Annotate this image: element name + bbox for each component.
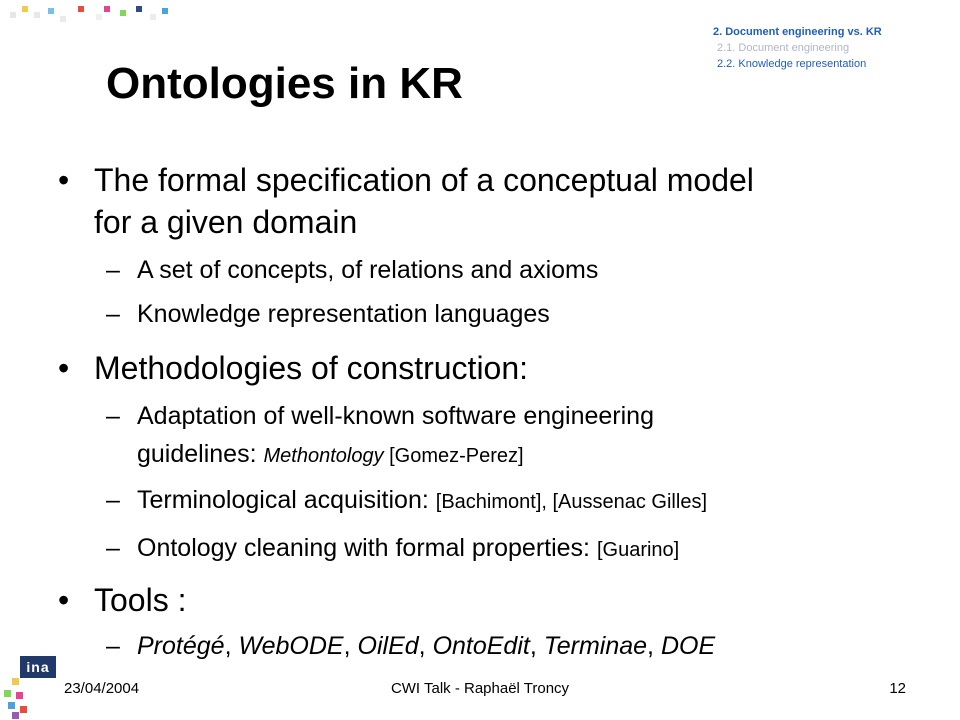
slide-title: Ontologies in KR	[106, 59, 463, 108]
square-icon	[162, 8, 168, 14]
square-icon	[78, 6, 84, 12]
tool-separator: ,	[343, 632, 358, 660]
tools-list	[137, 628, 715, 664]
page-number: 12	[889, 680, 906, 697]
terminological-label: Terminological acquisition:	[137, 486, 436, 514]
square-icon	[22, 6, 28, 12]
tool-item: DOE	[660, 632, 716, 660]
bullet-1-text-b: for a given domain	[94, 204, 358, 240]
bullet-dot-icon: •	[58, 350, 70, 386]
footer-title: CWI Talk - Raphaël Troncy	[390, 680, 570, 697]
dash-icon: –	[106, 632, 120, 660]
square-icon	[60, 16, 66, 22]
dash-icon: –	[106, 256, 120, 284]
methontology-label: Methontology	[263, 445, 384, 467]
ontology-cleaning-label: Ontology cleaning with formal properties:	[137, 534, 597, 562]
tool-item: Protégé	[137, 632, 225, 660]
nav-sub-2: 2.2. Knowledge representation	[717, 58, 867, 70]
square-icon	[20, 706, 27, 713]
tool-item: OntoEdit	[432, 632, 530, 660]
tool-item: WebODE	[238, 632, 344, 660]
nav-current	[713, 24, 882, 40]
decorative-squares	[0, 0, 200, 30]
ina-logo-mark: ina	[20, 656, 56, 678]
bullet-2-sub-1-text-a: Adaptation of well-known software engineering	[137, 402, 654, 430]
square-icon	[96, 14, 102, 20]
tool-separator: ,	[647, 632, 661, 660]
guidelines-label: guidelines:	[137, 440, 264, 468]
nav-current-label: 2. Document engineering vs. KR	[713, 26, 882, 38]
dash-icon: –	[106, 300, 120, 328]
bullet-2-sub-3-text	[137, 530, 679, 568]
section-navigation	[713, 24, 882, 72]
square-icon	[10, 12, 16, 18]
footer-date: 23/04/2004	[64, 680, 140, 697]
bullet-dot-icon: •	[58, 582, 70, 618]
tool-separator: ,	[224, 632, 239, 660]
square-icon	[8, 702, 15, 709]
bullet-2-sub-1-text-b	[137, 436, 524, 474]
guarino-ref: [Guarino]	[596, 539, 680, 561]
bullet-dot-icon: •	[58, 162, 70, 198]
square-icon	[104, 6, 110, 12]
nav-sub-1: 2.1. Document engineering	[717, 42, 850, 54]
gomez-perez-ref: [Gomez-Perez]	[383, 445, 524, 467]
bullet-1-text-a: The formal specification of a conceptual model	[94, 162, 754, 198]
square-icon	[150, 14, 156, 20]
bullet-3-text: Tools :	[94, 582, 187, 618]
square-icon	[12, 712, 19, 719]
dash-icon: –	[106, 402, 120, 430]
bullet-2-sub-2-text	[137, 482, 707, 520]
tool-item: Terminae	[543, 632, 648, 660]
square-icon	[120, 10, 126, 16]
tool-item: OilEd	[357, 632, 419, 660]
dash-icon: –	[106, 486, 120, 514]
square-icon	[34, 12, 40, 18]
bullet-1-sub-2-text: Knowledge representation languages	[137, 300, 550, 328]
square-icon	[136, 6, 142, 12]
bachimont-ref: [Bachimont], [Aussenac Gilles]	[435, 491, 707, 513]
square-icon	[48, 8, 54, 14]
tool-separator: ,	[529, 632, 544, 660]
tool-separator: ,	[418, 632, 433, 660]
bullet-1-sub-1-text: A set of concepts, of relations and axioms	[137, 256, 599, 284]
dash-icon: –	[106, 534, 120, 562]
bullet-2-text: Methodologies of construction:	[94, 350, 529, 386]
